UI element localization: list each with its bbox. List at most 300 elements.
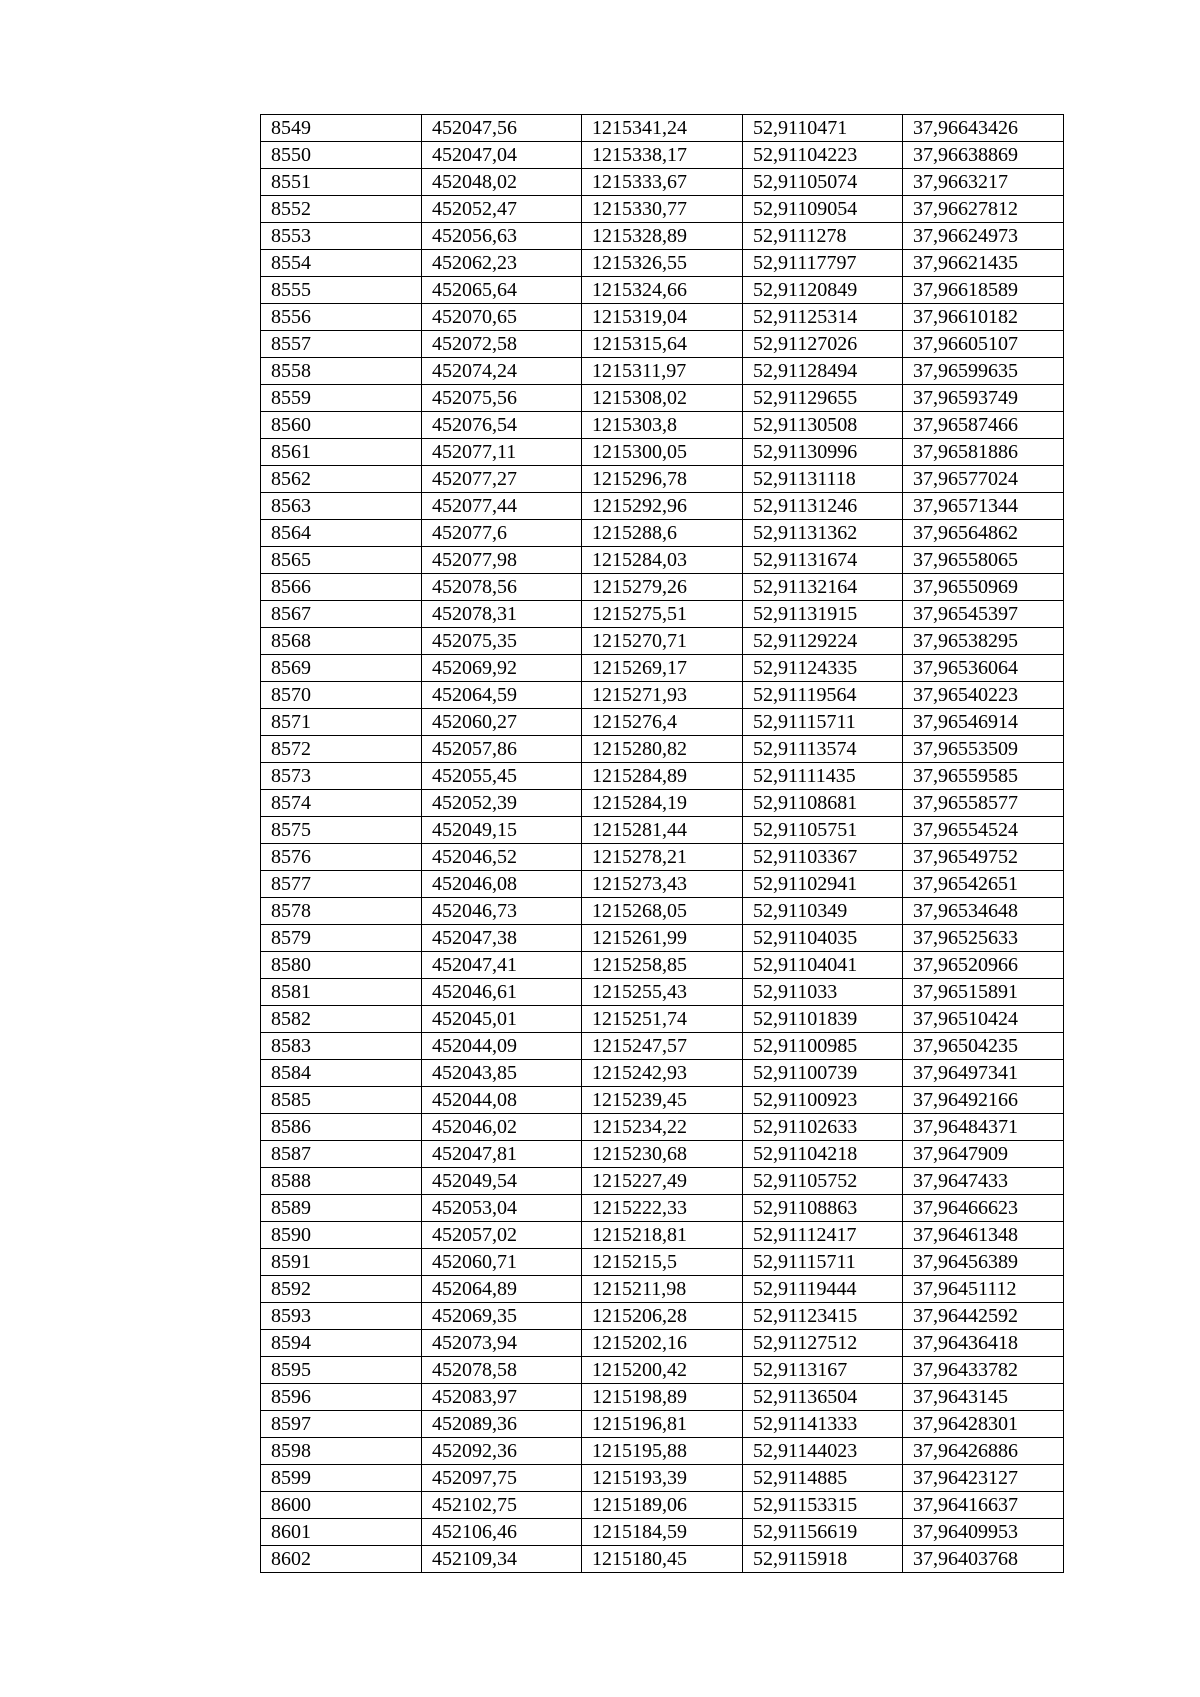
- y-coordinate-cell: 1215296,78: [582, 466, 743, 493]
- latitude-cell: 52,9113167: [743, 1357, 903, 1384]
- latitude-cell: 52,91131118: [743, 466, 903, 493]
- point-number-cell: 8590: [261, 1222, 422, 1249]
- table-row: [261, 871, 1064, 898]
- x-coordinate-cell: 452092,36: [422, 1438, 582, 1465]
- table-row: [261, 1060, 1064, 1087]
- longitude-cell: 37,96599635: [903, 358, 1064, 385]
- longitude-cell: 37,96549752: [903, 844, 1064, 871]
- longitude-cell: 37,96550969: [903, 574, 1064, 601]
- x-coordinate-cell: 452044,09: [422, 1033, 582, 1060]
- point-number-cell: 8578: [261, 898, 422, 925]
- table-row: [261, 169, 1064, 196]
- table-row: [261, 1411, 1064, 1438]
- longitude-cell: 37,96643426: [903, 115, 1064, 142]
- longitude-cell: 37,96497341: [903, 1060, 1064, 1087]
- x-coordinate-cell: 452052,39: [422, 790, 582, 817]
- point-number-cell: 8557: [261, 331, 422, 358]
- x-coordinate-cell: 452046,73: [422, 898, 582, 925]
- y-coordinate-cell: 1215300,05: [582, 439, 743, 466]
- point-number-cell: 8566: [261, 574, 422, 601]
- x-coordinate-cell: 452047,04: [422, 142, 582, 169]
- y-coordinate-cell: 1215202,16: [582, 1330, 743, 1357]
- longitude-cell: 37,96546914: [903, 709, 1064, 736]
- point-number-cell: 8588: [261, 1168, 422, 1195]
- point-number-cell: 8597: [261, 1411, 422, 1438]
- latitude-cell: 52,9110471: [743, 115, 903, 142]
- longitude-cell: 37,96525633: [903, 925, 1064, 952]
- longitude-cell: 37,96510424: [903, 1006, 1064, 1033]
- longitude-cell: 37,96536064: [903, 655, 1064, 682]
- longitude-cell: 37,96520966: [903, 952, 1064, 979]
- longitude-cell: 37,96558065: [903, 547, 1064, 574]
- point-number-cell: 8551: [261, 169, 422, 196]
- longitude-cell: 37,96451112: [903, 1276, 1064, 1303]
- y-coordinate-cell: 1215239,45: [582, 1087, 743, 1114]
- longitude-cell: 37,9663217: [903, 169, 1064, 196]
- table-row: [261, 1492, 1064, 1519]
- x-coordinate-cell: 452078,58: [422, 1357, 582, 1384]
- y-coordinate-cell: 1215268,05: [582, 898, 743, 925]
- x-coordinate-cell: 452056,63: [422, 223, 582, 250]
- x-coordinate-cell: 452052,47: [422, 196, 582, 223]
- table-row: [261, 1330, 1064, 1357]
- point-number-cell: 8556: [261, 304, 422, 331]
- point-number-cell: 8586: [261, 1114, 422, 1141]
- longitude-cell: 37,96587466: [903, 412, 1064, 439]
- latitude-cell: 52,9110349: [743, 898, 903, 925]
- x-coordinate-cell: 452055,45: [422, 763, 582, 790]
- x-coordinate-cell: 452065,64: [422, 277, 582, 304]
- longitude-cell: 37,96466623: [903, 1195, 1064, 1222]
- latitude-cell: 52,91103367: [743, 844, 903, 871]
- longitude-cell: 37,96593749: [903, 385, 1064, 412]
- x-coordinate-cell: 452075,35: [422, 628, 582, 655]
- latitude-cell: 52,91144023: [743, 1438, 903, 1465]
- table-row: [261, 1033, 1064, 1060]
- latitude-cell: 52,91131674: [743, 547, 903, 574]
- y-coordinate-cell: 1215242,93: [582, 1060, 743, 1087]
- table-row: [261, 1006, 1064, 1033]
- longitude-cell: 37,96534648: [903, 898, 1064, 925]
- y-coordinate-cell: 1215251,74: [582, 1006, 743, 1033]
- x-coordinate-cell: 452048,02: [422, 169, 582, 196]
- y-coordinate-cell: 1215200,42: [582, 1357, 743, 1384]
- table-row: [261, 1222, 1064, 1249]
- x-coordinate-cell: 452045,01: [422, 1006, 582, 1033]
- point-number-cell: 8552: [261, 196, 422, 223]
- y-coordinate-cell: 1215211,98: [582, 1276, 743, 1303]
- y-coordinate-cell: 1215270,71: [582, 628, 743, 655]
- y-coordinate-cell: 1215284,89: [582, 763, 743, 790]
- table-row: [261, 1249, 1064, 1276]
- longitude-cell: 37,96564862: [903, 520, 1064, 547]
- point-number-cell: 8592: [261, 1276, 422, 1303]
- point-number-cell: 8575: [261, 817, 422, 844]
- point-number-cell: 8554: [261, 250, 422, 277]
- latitude-cell: 52,91131915: [743, 601, 903, 628]
- latitude-cell: 52,91105074: [743, 169, 903, 196]
- latitude-cell: 52,91136504: [743, 1384, 903, 1411]
- point-number-cell: 8573: [261, 763, 422, 790]
- y-coordinate-cell: 1215196,81: [582, 1411, 743, 1438]
- point-number-cell: 8565: [261, 547, 422, 574]
- longitude-cell: 37,96492166: [903, 1087, 1064, 1114]
- table-row: [261, 844, 1064, 871]
- point-number-cell: 8600: [261, 1492, 422, 1519]
- latitude-cell: 52,91102941: [743, 871, 903, 898]
- table-row: [261, 898, 1064, 925]
- latitude-cell: 52,9115918: [743, 1546, 903, 1573]
- x-coordinate-cell: 452053,04: [422, 1195, 582, 1222]
- longitude-cell: 37,96618589: [903, 277, 1064, 304]
- latitude-cell: 52,91131246: [743, 493, 903, 520]
- latitude-cell: 52,9111278: [743, 223, 903, 250]
- latitude-cell: 52,91117797: [743, 250, 903, 277]
- point-number-cell: 8571: [261, 709, 422, 736]
- longitude-cell: 37,9647909: [903, 1141, 1064, 1168]
- y-coordinate-cell: 1215180,45: [582, 1546, 743, 1573]
- point-number-cell: 8563: [261, 493, 422, 520]
- longitude-cell: 37,96504235: [903, 1033, 1064, 1060]
- table-row: [261, 655, 1064, 682]
- x-coordinate-cell: 452047,81: [422, 1141, 582, 1168]
- point-number-cell: 8576: [261, 844, 422, 871]
- y-coordinate-cell: 1215247,57: [582, 1033, 743, 1060]
- longitude-cell: 37,96428301: [903, 1411, 1064, 1438]
- y-coordinate-cell: 1215311,97: [582, 358, 743, 385]
- latitude-cell: 52,91112417: [743, 1222, 903, 1249]
- x-coordinate-cell: 452057,86: [422, 736, 582, 763]
- point-number-cell: 8561: [261, 439, 422, 466]
- latitude-cell: 52,91104041: [743, 952, 903, 979]
- latitude-cell: 52,91104035: [743, 925, 903, 952]
- table-row: [261, 1465, 1064, 1492]
- point-number-cell: 8574: [261, 790, 422, 817]
- x-coordinate-cell: 452060,71: [422, 1249, 582, 1276]
- point-number-cell: 8584: [261, 1060, 422, 1087]
- point-number-cell: 8577: [261, 871, 422, 898]
- y-coordinate-cell: 1215278,21: [582, 844, 743, 871]
- y-coordinate-cell: 1215258,85: [582, 952, 743, 979]
- y-coordinate-cell: 1215333,67: [582, 169, 743, 196]
- latitude-cell: 52,911033: [743, 979, 903, 1006]
- longitude-cell: 37,96538295: [903, 628, 1064, 655]
- latitude-cell: 52,91130996: [743, 439, 903, 466]
- table-row: [261, 1546, 1064, 1573]
- y-coordinate-cell: 1215276,4: [582, 709, 743, 736]
- point-number-cell: 8568: [261, 628, 422, 655]
- point-number-cell: 8594: [261, 1330, 422, 1357]
- longitude-cell: 37,96638869: [903, 142, 1064, 169]
- y-coordinate-cell: 1215184,59: [582, 1519, 743, 1546]
- x-coordinate-cell: 452046,61: [422, 979, 582, 1006]
- point-number-cell: 8589: [261, 1195, 422, 1222]
- table-row: [261, 1438, 1064, 1465]
- x-coordinate-cell: 452043,85: [422, 1060, 582, 1087]
- y-coordinate-cell: 1215328,89: [582, 223, 743, 250]
- longitude-cell: 37,96433782: [903, 1357, 1064, 1384]
- longitude-cell: 37,96409953: [903, 1519, 1064, 1546]
- longitude-cell: 37,96426886: [903, 1438, 1064, 1465]
- x-coordinate-cell: 452047,38: [422, 925, 582, 952]
- y-coordinate-cell: 1215324,66: [582, 277, 743, 304]
- point-number-cell: 8580: [261, 952, 422, 979]
- latitude-cell: 52,91113574: [743, 736, 903, 763]
- x-coordinate-cell: 452073,94: [422, 1330, 582, 1357]
- longitude-cell: 37,96605107: [903, 331, 1064, 358]
- point-number-cell: 8567: [261, 601, 422, 628]
- table-row: [261, 1276, 1064, 1303]
- table-row: [261, 1303, 1064, 1330]
- table-row: [261, 466, 1064, 493]
- y-coordinate-cell: 1215326,55: [582, 250, 743, 277]
- x-coordinate-cell: 452077,6: [422, 520, 582, 547]
- x-coordinate-cell: 452078,31: [422, 601, 582, 628]
- x-coordinate-cell: 452049,15: [422, 817, 582, 844]
- table-row: [261, 277, 1064, 304]
- latitude-cell: 52,91100739: [743, 1060, 903, 1087]
- point-number-cell: 8569: [261, 655, 422, 682]
- latitude-cell: 52,91115711: [743, 1249, 903, 1276]
- longitude-cell: 37,96461348: [903, 1222, 1064, 1249]
- longitude-cell: 37,96559585: [903, 763, 1064, 790]
- y-coordinate-cell: 1215303,8: [582, 412, 743, 439]
- table-row: [261, 1195, 1064, 1222]
- x-coordinate-cell: 452074,24: [422, 358, 582, 385]
- longitude-cell: 37,96577024: [903, 466, 1064, 493]
- table-row: [261, 439, 1064, 466]
- table-row: [261, 385, 1064, 412]
- y-coordinate-cell: 1215222,33: [582, 1195, 743, 1222]
- table-row: [261, 682, 1064, 709]
- table-row: [261, 547, 1064, 574]
- longitude-cell: 37,96540223: [903, 682, 1064, 709]
- x-coordinate-cell: 452046,02: [422, 1114, 582, 1141]
- latitude-cell: 52,91124335: [743, 655, 903, 682]
- y-coordinate-cell: 1215230,68: [582, 1141, 743, 1168]
- y-coordinate-cell: 1215315,64: [582, 331, 743, 358]
- table-row: [261, 1168, 1064, 1195]
- table-row: [261, 493, 1064, 520]
- table-row: [261, 1384, 1064, 1411]
- point-number-cell: 8602: [261, 1546, 422, 1573]
- latitude-cell: 52,91115711: [743, 709, 903, 736]
- x-coordinate-cell: 452047,56: [422, 115, 582, 142]
- table-row: [261, 574, 1064, 601]
- table-row: [261, 979, 1064, 1006]
- longitude-cell: 37,96571344: [903, 493, 1064, 520]
- table-row: [261, 925, 1064, 952]
- latitude-cell: 52,91102633: [743, 1114, 903, 1141]
- latitude-cell: 52,91111435: [743, 763, 903, 790]
- latitude-cell: 52,9114885: [743, 1465, 903, 1492]
- point-number-cell: 8558: [261, 358, 422, 385]
- y-coordinate-cell: 1215189,06: [582, 1492, 743, 1519]
- y-coordinate-cell: 1215269,17: [582, 655, 743, 682]
- latitude-cell: 52,91119564: [743, 682, 903, 709]
- x-coordinate-cell: 452109,34: [422, 1546, 582, 1573]
- y-coordinate-cell: 1215292,96: [582, 493, 743, 520]
- latitude-cell: 52,91104223: [743, 142, 903, 169]
- x-coordinate-cell: 452062,23: [422, 250, 582, 277]
- point-number-cell: 8562: [261, 466, 422, 493]
- longitude-cell: 37,96624973: [903, 223, 1064, 250]
- latitude-cell: 52,91128494: [743, 358, 903, 385]
- x-coordinate-cell: 452077,11: [422, 439, 582, 466]
- point-number-cell: 8555: [261, 277, 422, 304]
- latitude-cell: 52,91127512: [743, 1330, 903, 1357]
- y-coordinate-cell: 1215308,02: [582, 385, 743, 412]
- point-number-cell: 8591: [261, 1249, 422, 1276]
- table-row: [261, 601, 1064, 628]
- y-coordinate-cell: 1215271,93: [582, 682, 743, 709]
- y-coordinate-cell: 1215234,22: [582, 1114, 743, 1141]
- table-row: [261, 736, 1064, 763]
- x-coordinate-cell: 452044,08: [422, 1087, 582, 1114]
- point-number-cell: 8560: [261, 412, 422, 439]
- x-coordinate-cell: 452072,58: [422, 331, 582, 358]
- table-row: [261, 250, 1064, 277]
- y-coordinate-cell: 1215284,19: [582, 790, 743, 817]
- y-coordinate-cell: 1215284,03: [582, 547, 743, 574]
- latitude-cell: 52,91129224: [743, 628, 903, 655]
- x-coordinate-cell: 452076,54: [422, 412, 582, 439]
- point-number-cell: 8572: [261, 736, 422, 763]
- point-number-cell: 8550: [261, 142, 422, 169]
- longitude-cell: 37,96581886: [903, 439, 1064, 466]
- y-coordinate-cell: 1215338,17: [582, 142, 743, 169]
- point-number-cell: 8583: [261, 1033, 422, 1060]
- x-coordinate-cell: 452106,46: [422, 1519, 582, 1546]
- longitude-cell: 37,9643145: [903, 1384, 1064, 1411]
- longitude-cell: 37,96515891: [903, 979, 1064, 1006]
- table-row: [261, 358, 1064, 385]
- latitude-cell: 52,91119444: [743, 1276, 903, 1303]
- y-coordinate-cell: 1215275,51: [582, 601, 743, 628]
- table-row: [261, 331, 1064, 358]
- x-coordinate-cell: 452078,56: [422, 574, 582, 601]
- x-coordinate-cell: 452070,65: [422, 304, 582, 331]
- point-number-cell: 8595: [261, 1357, 422, 1384]
- coordinate-table-body: [261, 115, 1064, 1573]
- point-number-cell: 8579: [261, 925, 422, 952]
- x-coordinate-cell: 452077,98: [422, 547, 582, 574]
- longitude-cell: 37,96403768: [903, 1546, 1064, 1573]
- longitude-cell: 37,96627812: [903, 196, 1064, 223]
- y-coordinate-cell: 1215218,81: [582, 1222, 743, 1249]
- y-coordinate-cell: 1215195,88: [582, 1438, 743, 1465]
- longitude-cell: 37,96558577: [903, 790, 1064, 817]
- y-coordinate-cell: 1215206,28: [582, 1303, 743, 1330]
- point-number-cell: 8599: [261, 1465, 422, 1492]
- longitude-cell: 37,96436418: [903, 1330, 1064, 1357]
- latitude-cell: 52,91108681: [743, 790, 903, 817]
- longitude-cell: 37,96553509: [903, 736, 1064, 763]
- table-row: [261, 763, 1064, 790]
- x-coordinate-cell: 452102,75: [422, 1492, 582, 1519]
- table-row: [261, 790, 1064, 817]
- x-coordinate-cell: 452046,52: [422, 844, 582, 871]
- table-row: [261, 520, 1064, 547]
- table-row: [261, 628, 1064, 655]
- latitude-cell: 52,91129655: [743, 385, 903, 412]
- point-number-cell: 8585: [261, 1087, 422, 1114]
- latitude-cell: 52,91105751: [743, 817, 903, 844]
- latitude-cell: 52,91127026: [743, 331, 903, 358]
- latitude-cell: 52,91109054: [743, 196, 903, 223]
- table-row: [261, 1141, 1064, 1168]
- longitude-cell: 37,96545397: [903, 601, 1064, 628]
- latitude-cell: 52,91153315: [743, 1492, 903, 1519]
- x-coordinate-cell: 452083,97: [422, 1384, 582, 1411]
- x-coordinate-cell: 452075,56: [422, 385, 582, 412]
- y-coordinate-cell: 1215193,39: [582, 1465, 743, 1492]
- y-coordinate-cell: 1215261,99: [582, 925, 743, 952]
- table-row: [261, 304, 1064, 331]
- longitude-cell: 37,96484371: [903, 1114, 1064, 1141]
- longitude-cell: 37,96416637: [903, 1492, 1064, 1519]
- x-coordinate-cell: 452046,08: [422, 871, 582, 898]
- coordinate-table: [260, 114, 1064, 1573]
- latitude-cell: 52,91101839: [743, 1006, 903, 1033]
- table-row: [261, 709, 1064, 736]
- longitude-cell: 37,9647433: [903, 1168, 1064, 1195]
- point-number-cell: 8559: [261, 385, 422, 412]
- latitude-cell: 52,91120849: [743, 277, 903, 304]
- table-row: [261, 1519, 1064, 1546]
- table-row: [261, 952, 1064, 979]
- latitude-cell: 52,91131362: [743, 520, 903, 547]
- point-number-cell: 8593: [261, 1303, 422, 1330]
- longitude-cell: 37,96423127: [903, 1465, 1064, 1492]
- point-number-cell: 8601: [261, 1519, 422, 1546]
- latitude-cell: 52,91100923: [743, 1087, 903, 1114]
- table-row: [261, 1087, 1064, 1114]
- x-coordinate-cell: 452064,89: [422, 1276, 582, 1303]
- table-row: [261, 223, 1064, 250]
- table-row: [261, 115, 1064, 142]
- x-coordinate-cell: 452064,59: [422, 682, 582, 709]
- point-number-cell: 8564: [261, 520, 422, 547]
- x-coordinate-cell: 452047,41: [422, 952, 582, 979]
- latitude-cell: 52,91108863: [743, 1195, 903, 1222]
- point-number-cell: 8581: [261, 979, 422, 1006]
- latitude-cell: 52,91125314: [743, 304, 903, 331]
- x-coordinate-cell: 452089,36: [422, 1411, 582, 1438]
- y-coordinate-cell: 1215319,04: [582, 304, 743, 331]
- point-number-cell: 8570: [261, 682, 422, 709]
- y-coordinate-cell: 1215341,24: [582, 115, 743, 142]
- longitude-cell: 37,96542651: [903, 871, 1064, 898]
- y-coordinate-cell: 1215273,43: [582, 871, 743, 898]
- point-number-cell: 8598: [261, 1438, 422, 1465]
- x-coordinate-cell: 452077,27: [422, 466, 582, 493]
- longitude-cell: 37,96621435: [903, 250, 1064, 277]
- longitude-cell: 37,96456389: [903, 1249, 1064, 1276]
- table-row: [261, 196, 1064, 223]
- latitude-cell: 52,91105752: [743, 1168, 903, 1195]
- x-coordinate-cell: 452057,02: [422, 1222, 582, 1249]
- x-coordinate-cell: 452069,35: [422, 1303, 582, 1330]
- y-coordinate-cell: 1215288,6: [582, 520, 743, 547]
- longitude-cell: 37,96442592: [903, 1303, 1064, 1330]
- x-coordinate-cell: 452069,92: [422, 655, 582, 682]
- x-coordinate-cell: 452049,54: [422, 1168, 582, 1195]
- y-coordinate-cell: 1215280,82: [582, 736, 743, 763]
- x-coordinate-cell: 452077,44: [422, 493, 582, 520]
- latitude-cell: 52,91132164: [743, 574, 903, 601]
- latitude-cell: 52,91123415: [743, 1303, 903, 1330]
